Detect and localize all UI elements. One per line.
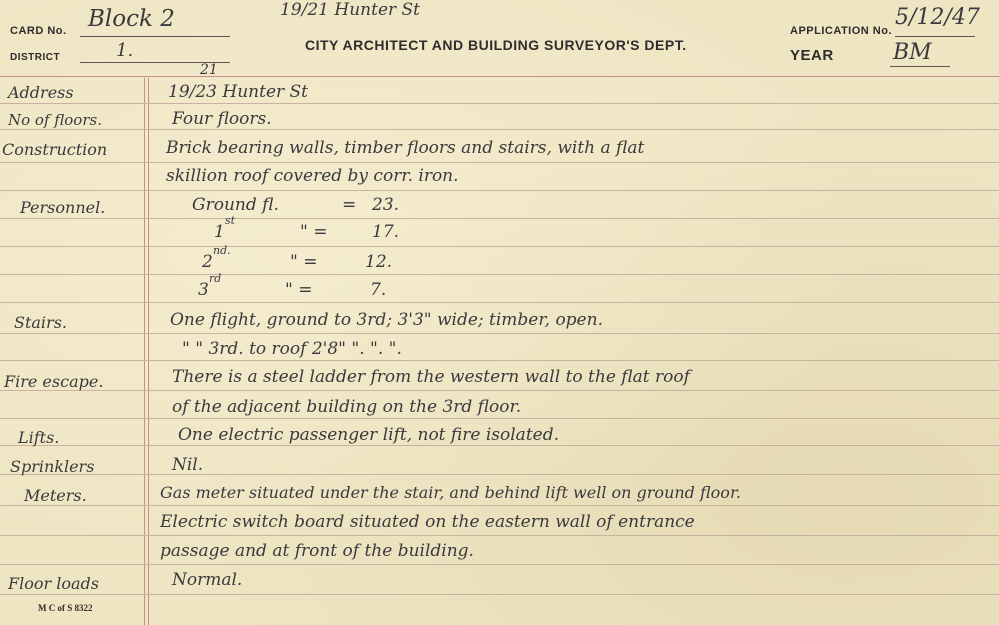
personnel-sup: st: [225, 214, 236, 227]
rule-line: [0, 129, 999, 130]
personnel-count: 7.: [370, 280, 387, 300]
rule-line: [0, 390, 999, 391]
rule-line: [0, 474, 999, 475]
lifts-value: One electric passenger lift, not fire isolated.: [178, 425, 559, 445]
district-label: DISTRICT: [10, 52, 61, 63]
year-underline: [890, 66, 950, 67]
floor-loads-label: Floor loads: [8, 574, 99, 593]
rule-line: [0, 246, 999, 247]
personnel-label: Personnel.: [20, 198, 106, 217]
card-no-label: CARD No.: [10, 25, 67, 37]
fire-escape-label: Fire escape.: [4, 372, 104, 391]
dept-title: CITY ARCHITECT AND BUILDING SURVEYOR'S DEPT.: [305, 37, 687, 53]
personnel-sep: " =: [285, 280, 313, 300]
application-label: APPLICATION No.: [790, 25, 893, 37]
personnel-count: 17.: [372, 222, 400, 242]
rule-line: [0, 302, 999, 303]
address-label: Address: [8, 83, 74, 102]
lifts-label: Lifts.: [18, 428, 60, 447]
personnel-sep: " =: [300, 222, 328, 242]
meters-line-2: Electric switch board situated on the eastern wall of entrance: [160, 512, 695, 532]
personnel-sup: rd: [209, 272, 222, 285]
rule-line: [0, 162, 999, 163]
floor-loads-value: Normal.: [172, 570, 243, 590]
meters-label: Meters.: [24, 486, 87, 505]
meters-line-1: Gas meter situated under the stair, and behind lift well on ground floor.: [160, 483, 741, 502]
form-code: M C of S 8322: [38, 603, 93, 613]
construction-line-2: skillion roof covered by corr. iron.: [166, 166, 459, 186]
rule-line: [0, 418, 999, 419]
personnel-sep: =: [342, 195, 357, 215]
sprinklers-value: Nil.: [172, 455, 204, 475]
personnel-floor: 3: [198, 280, 209, 300]
meters-line-3: passage and at front of the building.: [160, 541, 474, 561]
application-value: 5/12/47: [895, 5, 980, 30]
rule-line: [0, 360, 999, 361]
year-value: BM: [893, 40, 932, 65]
fire-escape-line-2: of the adjacent building on the 3rd floor.: [172, 397, 522, 417]
rule-line: [0, 333, 999, 334]
address-correction: 21: [200, 62, 218, 78]
rule-line: [0, 594, 999, 595]
rule-line: [0, 505, 999, 506]
personnel-floor: 2: [202, 252, 213, 272]
top-address: 19/21 Hunter St: [280, 0, 421, 20]
year-label: YEAR: [790, 47, 834, 64]
personnel-sep: " =: [290, 252, 318, 272]
personnel-floor: 1: [214, 222, 225, 242]
personnel-floor: Ground fl.: [192, 195, 279, 215]
header-divider: [0, 76, 999, 77]
stairs-label: Stairs.: [14, 313, 67, 332]
floors-value: Four floors.: [172, 109, 272, 129]
card-no-value: Block 2: [88, 6, 175, 32]
rule-line: [0, 274, 999, 275]
card-no-underline: [80, 36, 230, 37]
personnel-count: 23.: [372, 195, 400, 215]
personnel-count: 12.: [365, 252, 393, 272]
construction-line-1: Brick bearing walls, timber floors and stairs, with a flat: [166, 138, 645, 158]
address-value: 19/23 Hunter St: [168, 82, 309, 102]
stairs-line-2: " " 3rd. to roof 2'8" ". ". ".: [182, 339, 402, 359]
district-value: 1.: [116, 40, 134, 61]
personnel-sup: nd.: [213, 244, 231, 257]
rule-line: [0, 535, 999, 536]
application-underline: [895, 36, 975, 37]
margin-line-right: [148, 78, 149, 625]
stairs-line-1: One flight, ground to 3rd; 3'3" wide; timber, open.: [170, 310, 603, 330]
rule-line: [0, 218, 999, 219]
floors-label: No of floors.: [8, 111, 102, 129]
fire-escape-line-1: There is a steel ladder from the western wall to the flat roof: [172, 367, 690, 387]
sprinklers-label: Sprinklers: [10, 457, 95, 476]
margin-line-left: [144, 78, 145, 625]
rule-line: [0, 564, 999, 565]
rule-line: [0, 190, 999, 191]
rule-line: [0, 103, 999, 104]
rule-line: [0, 445, 999, 446]
construction-label: Construction: [2, 140, 108, 159]
